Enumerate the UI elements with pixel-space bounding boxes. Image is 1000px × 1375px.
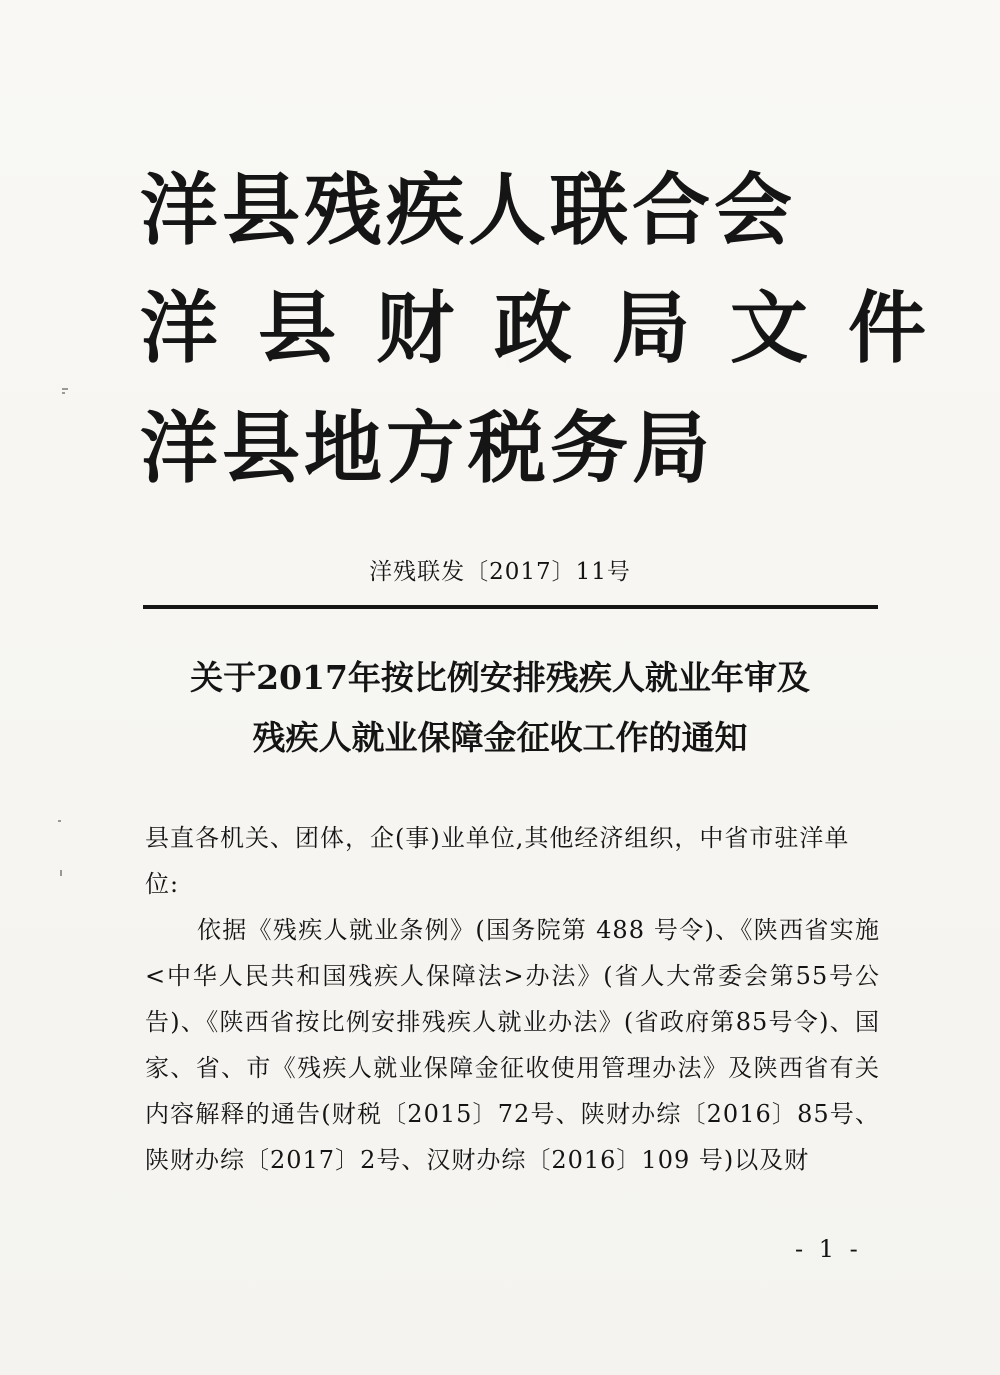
- issuer-line-tax-bureau: 洋县地方税务局: [140, 403, 715, 494]
- notice-title-line-1: 关于2017年按比例安排残疾人就业年审及: [190, 658, 810, 697]
- issuer-line-disabled-federation: 洋县残疾人联合会: [140, 165, 797, 256]
- scan-speck: [58, 820, 61, 822]
- issuer-line-finance-bureau: 洋县财政局文件: [140, 283, 967, 374]
- document-number: 洋残联发〔2017〕11号: [369, 559, 631, 585]
- body-paragraph: 依据《残疾人就业条例》(国务院第 488 号令)、《陕西省实施<中华人民共和国残疾人保障法>办法》(省人大常委会第55号公告)、《陕西省按比例安排残疾人就业办法》(省政府第85号令)、国家、省、市《残疾人就业保障金征收使用管理办法》及陕西省有关内容解释的通告(财税〔2015〕72号、陕财办综〔2016〕85号、陕财办综〔2017〕2号、汉财办综〔2016〕109 号)以及财: [145, 916, 880, 1174]
- addressee: 县直各机关、团体，企(事)业单位,其他经济组织，中省市驻洋单位:: [145, 824, 850, 898]
- scan-speck: [62, 392, 65, 394]
- page-number: - 1 -: [795, 1235, 862, 1263]
- notice-title-line-2: 残疾人就业保障金征收工作的通知: [252, 718, 748, 757]
- scan-speck: [60, 870, 62, 876]
- header-divider: [143, 605, 878, 609]
- scan-speck: [62, 388, 68, 390]
